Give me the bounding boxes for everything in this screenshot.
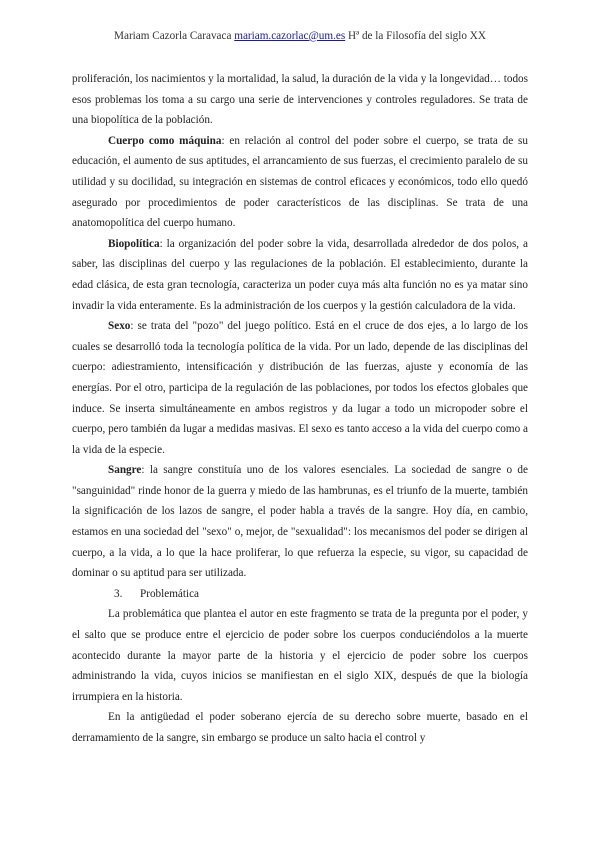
paragraph-cuerpo-maquina: [72, 131, 528, 234]
paragraph-sangre: [72, 460, 528, 584]
paragraph-text: : la sangre constituía uno de los valores esenciales. La sociedad de sangre o de "sanguinidad" rinde honor de la guerra y miedo de las hambrunas, es el triunfo de la muerte, también la significación de los lazos de sangre, el poder habla a través de la sangre. Hoy día, en cambio, estamos en una sociedad del "sexo" o, mejor, de "sexualidad": los mecanismos del poder se dirigen al cuerpo, a la vida, a lo que la hace proliferar, lo que refuerza la especie, su vigor, su capacidad de dominar o su aptitud para ser utilizada.: [72, 464, 528, 580]
paragraph-text: : en relación al control del poder sobre el cuerpo, se trata de su educación, el aumento de sus aptitudes, el arrancamiento de sus fuerzas, el crecimiento paralelo de su utilidad y su docilidad, su integración en sistemas de control eficaces y económicos, todo ello quedó asegurado por procedimientos de poder característicos de las disciplinas. Se trata de una anatomopolítica del cuerpo humano.: [72, 134, 528, 230]
section-number: 3.: [114, 587, 123, 600]
term-cuerpo-maquina: Cuerpo como máquina: [108, 134, 222, 147]
paragraph-text: La problemática que plantea el autor en este fragmento se trata de la pregunta por el poder, y el salto que se produce entre el ejercicio de poder sobre los cuerpos conduciéndolos a la muerte acontecido durante la mayor parte de la historia y el ejercicio de poder sobre los cuerpos administrando la vida, cuyos inicios se manifiestan en el siglo XIX, después de que la biología irrumpiera en la historia.: [72, 608, 528, 703]
paragraph-sexo: [72, 316, 528, 460]
paragraph-text: : la organización del poder sobre la vida, desarrollada alrededor de dos polos, a saber, las disciplinas del cuerpo y las regulaciones de la población. El establecimiento, durante la edad clásica, de esta gran tecnología, caracteriza un poder cuya más alta función no es ya matar sino invadir la vida enteramente. Es la administración de los cuerpos y la gestión calculadora de la vida.: [72, 237, 528, 312]
document-body: [72, 69, 528, 749]
paragraph-text: En la antigüedad el poder soberano ejercía de su derecho sobre muerte, basado en el derramamiento de la sangre, sin embargo se produce un salto hacia el control y: [72, 711, 528, 744]
term-biopolitica: Biopolítica: [108, 237, 160, 250]
paragraph-continuation: [72, 69, 528, 131]
paragraph-antiguedad: [72, 707, 528, 748]
header-email-link[interactable]: mariam.cazorlac@um.es: [234, 30, 346, 42]
term-sangre: Sangre: [108, 464, 142, 477]
header-course: Hª de la Filosofía del siglo XX: [347, 30, 486, 42]
paragraph-biopolitica: [72, 234, 528, 316]
header-author: Mariam Cazorla Caravaca: [114, 30, 232, 42]
term-sexo: Sexo: [108, 320, 131, 333]
paragraph-text: : se trata del "pozo" del juego político. Está en el cruce de dos ejes, a lo largo de los cuales se desarrolló toda la tecnología política de la vida. Por un lado, depende de las disciplinas del cuerpo: adiestramiento, intensificación y distribución de las fuerzas, ajuste y economía de las energías. Por el otro, participa de la regulación de las poblaciones, por todos los efectos globales que induce. Se inserta simultáneamente en ambos registros y da lugar a todo un micropoder sobre el cuerpo, pero también da lugar a medidas masivas. El sexo es tanto acceso a la vida del cuerpo como a la vida de la especie.: [72, 320, 528, 456]
paragraph-text: proliferación, los nacimientos y la mortalidad, la salud, la duración de la vida y la longevidad… todos esos problemas los toma a su cargo una serie de intervenciones y controles reguladores. Se trata de una biopolítica de la población.: [72, 73, 528, 127]
paragraph-problematica: [72, 604, 528, 707]
section-title: Problemática: [140, 587, 200, 600]
page-header: [0, 30, 600, 42]
section-heading: [72, 584, 528, 605]
